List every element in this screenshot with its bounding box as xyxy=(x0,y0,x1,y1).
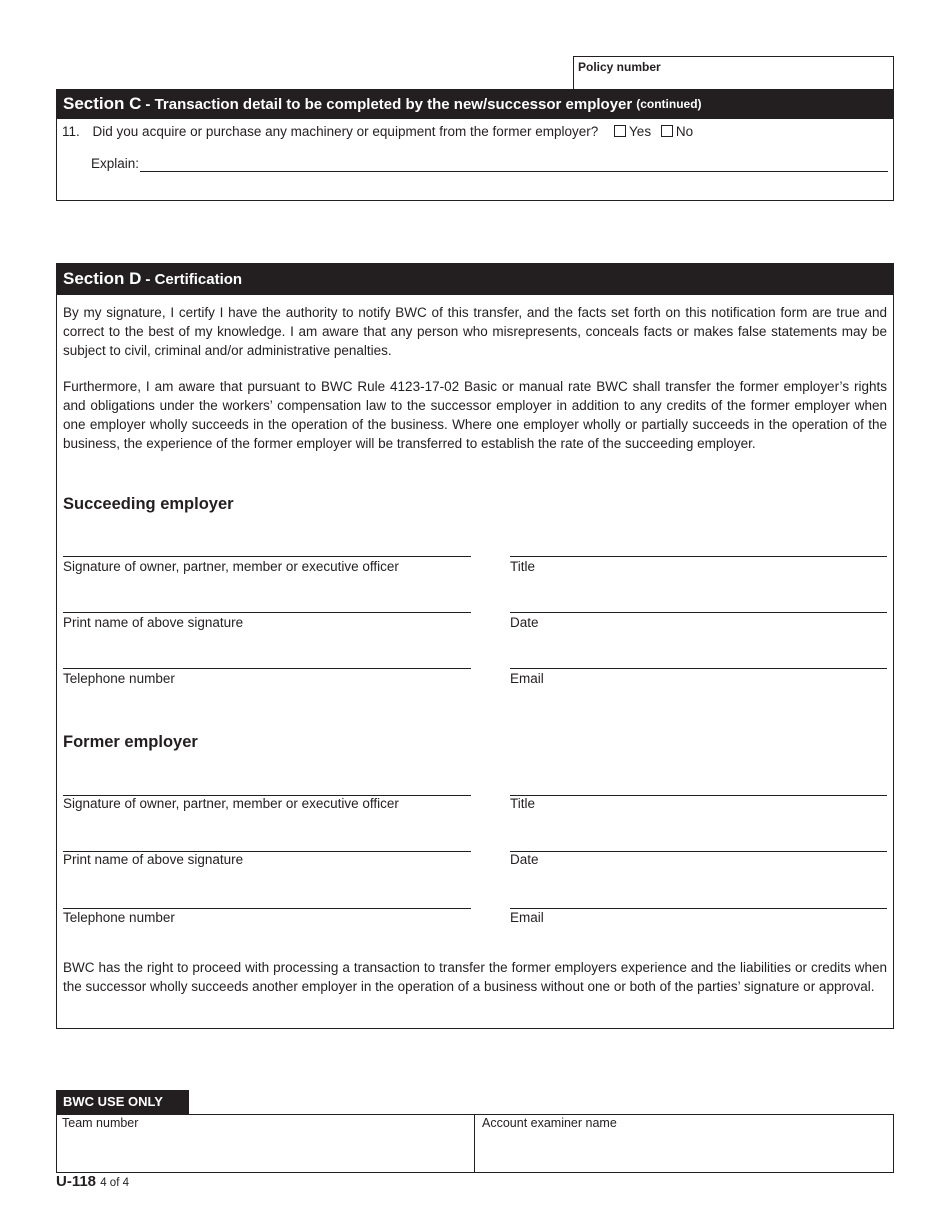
former-email-input[interactable] xyxy=(510,908,887,909)
account-examiner-field[interactable] xyxy=(477,1132,892,1171)
explain-label: Explain: xyxy=(91,156,140,171)
account-examiner-label: Account examiner name xyxy=(482,1116,617,1130)
former-signature-label: Signature of owner, partner, member or executive officer xyxy=(63,796,399,811)
succeeding-date-label: Date xyxy=(510,615,539,630)
former-telephone-input[interactable] xyxy=(63,908,471,909)
policy-number-field[interactable] xyxy=(573,56,894,91)
former-email-label: Email xyxy=(510,910,544,925)
section-d-header xyxy=(56,263,894,295)
section-c-header xyxy=(56,89,894,119)
succeeding-print-name-label: Print name of above signature xyxy=(63,615,244,630)
succeeding-email-input[interactable] xyxy=(510,668,887,669)
section-d-title: Section D xyxy=(63,269,142,288)
form-id: U-118 xyxy=(56,1173,97,1190)
section-c-title: Section C xyxy=(63,94,142,113)
certification-paragraph-2: Furthermore, I am aware that pursuant to BWC Rule 4123-17-02 Basic or manual rate BWC shall transfer the former employer’s rights and obligations under the workers’ compensation law to the successor employer in addition to any credits of the former employer when one employer wholly succeeds in the operation of the business. Where one employer wholly or partially succeeds in the operation of the business, the experience of the former employer will be transferred to establish the rate of the succeeding employer. xyxy=(63,379,887,451)
bwc-use-only-tab: BWC USE ONLY xyxy=(56,1090,189,1115)
succeeding-employer-heading: Succeeding employer xyxy=(63,495,234,513)
succeeding-signature-label: Signature of owner, partner, member or executive officer xyxy=(63,559,399,574)
succeeding-title-input[interactable] xyxy=(510,556,887,557)
former-employer-heading: Former employer xyxy=(63,733,198,751)
succeeding-title-label: Title xyxy=(510,559,536,574)
section-d-subtitle: - Certification xyxy=(145,270,243,288)
question-11 xyxy=(62,124,693,139)
question-number: 11. xyxy=(62,124,80,139)
succeeding-telephone-input[interactable] xyxy=(63,668,471,669)
page-number: 4 of 4 xyxy=(100,1177,129,1189)
former-telephone-label: Telephone number xyxy=(63,910,175,925)
form-footer xyxy=(56,1173,129,1190)
succeeding-print-name-input[interactable] xyxy=(63,612,471,613)
succeeding-date-input[interactable] xyxy=(510,612,887,613)
team-number-field[interactable] xyxy=(58,1132,473,1171)
bwc-divider xyxy=(474,1114,475,1173)
closing-paragraph: BWC has the right to proceed with processing a transaction to transfer the former employers experience and the liabilities or credits when the successor wholly succeeds another employer in the operation of a business without one or both of the parties’ signature or approval. xyxy=(63,960,887,994)
explain-input[interactable] xyxy=(140,171,888,172)
team-number-label: Team number xyxy=(62,1116,139,1130)
section-c-continued: (continued) xyxy=(636,97,702,111)
yes-checkbox[interactable] xyxy=(614,125,626,137)
succeeding-telephone-label: Telephone number xyxy=(63,671,175,686)
section-c-subtitle: - Transaction detail to be completed by the new/successor employer xyxy=(145,95,633,113)
yes-label: Yes xyxy=(629,124,652,139)
former-title-input[interactable] xyxy=(510,795,887,796)
former-date-label: Date xyxy=(510,852,539,867)
former-date-input[interactable] xyxy=(510,851,887,852)
succeeding-email-label: Email xyxy=(510,671,544,686)
certification-paragraph-1: By my signature, I certify I have the authority to notify BWC of this transfer, and the facts set forth on this notification form are true and correct to the best of my knowledge. I am aware that any person who misrepresents, conceals facts or makes false statements may be subject to civil, criminal and/or administrative penalties. xyxy=(63,305,887,358)
no-label: No xyxy=(675,124,694,139)
former-print-name-label: Print name of above signature xyxy=(63,852,244,867)
question-text: Did you acquire or purchase any machinery or equipment from the former employer? xyxy=(92,124,599,139)
policy-number-label: Policy number xyxy=(578,60,661,74)
no-checkbox[interactable] xyxy=(661,125,673,137)
former-title-label: Title xyxy=(510,796,536,811)
succeeding-signature-input[interactable] xyxy=(63,556,471,557)
